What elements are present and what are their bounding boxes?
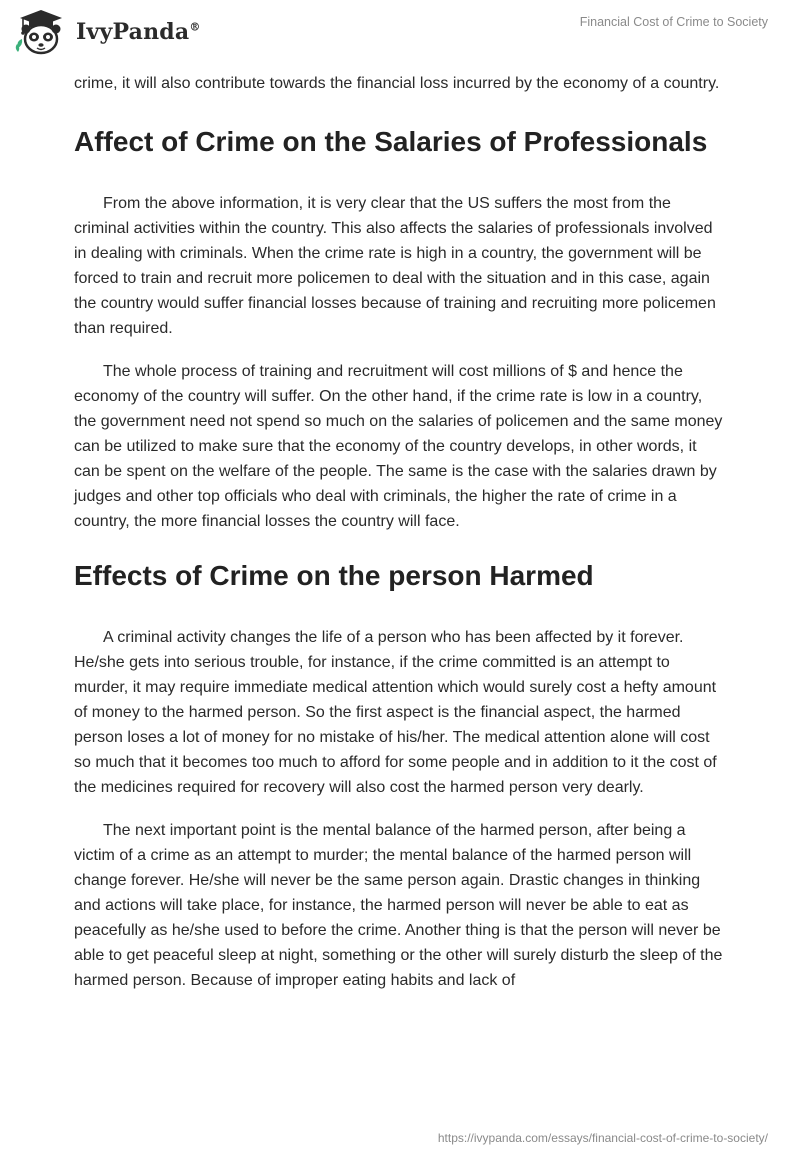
panda-graduate-icon xyxy=(14,8,68,56)
logo-wordmark xyxy=(76,19,201,45)
paragraph-continued: crime, it will also contribute towards the financial loss incurred by the economy of a country. xyxy=(74,75,720,92)
essay-body xyxy=(74,71,724,993)
registered-mark: ® xyxy=(189,20,201,34)
ivypanda-logo[interactable] xyxy=(14,8,201,56)
logo-text: IvyPanda xyxy=(76,19,190,45)
paragraph: The next important point is the mental balance of the harmed person, after being a victim of a crime as an attempt to murder; the mental balance of the harmed person will change forever. He/she will never be the same person again. Drastic changes in thinking and actions will take place, for instance, the harmed person will never be able to eat as peacefully as he/she used to before the crime. Another thing is that the person will never be able to get peaceful sleep at night, something or the other will surely disturb the sleep of the harmed person. Because of improper eating habits and lack of xyxy=(74,822,723,989)
page-header xyxy=(0,0,800,60)
paragraph: From the above information, it is very clear that the US suffers the most from the criminal activities within the country. This also affects the salaries of professionals involved in dealing with criminals. When the crime rate is high in a country, the government will be forced to train and recruit more policemen to deal with the situation and in this case, again the country would suffer financial losses because of training and recruiting more policemen than required. xyxy=(74,195,716,337)
paragraph: A criminal activity changes the life of a person who has been affected by it forever. He/she gets into serious trouble, for instance, if the crime committed is an attempt to murder, it may require immediate medical attention which would surely cost a hefty amount of money to the harmed person. So the first aspect is the financial aspect, the harmed person loses a lot of money for no mistake of his/her. The medical attention alone will cost so much that it becomes too much to afford for some people and in addition to it the cost of the medicines required for recovery will also cost the harmed person very dearly. xyxy=(74,629,717,796)
section-heading-person-harmed: Effects of Crime on the person Harmed xyxy=(74,560,594,591)
section-heading-salaries: Affect of Crime on the Salaries of Professionals xyxy=(74,126,708,157)
paragraph: The whole process of training and recruitment will cost millions of $ and hence the economy of the country will suffer. On the other hand, if the crime rate is low in a country, the government need not spend so much on the salaries of policemen and the same money can be utilized to make sure that the economy of the country develops, in other words, it can be spent on the welfare of the people. The same is the case with the salaries drawn by judges and other top officials who deal with criminals, the higher the rate of crime in a country, the more financial losses the country will face. xyxy=(74,363,723,530)
footer-url[interactable]: https://ivypanda.com/essays/financial-cost-of-crime-to-society/ xyxy=(437,1131,768,1145)
document-title: Financial Cost of Crime to Society xyxy=(579,15,768,29)
